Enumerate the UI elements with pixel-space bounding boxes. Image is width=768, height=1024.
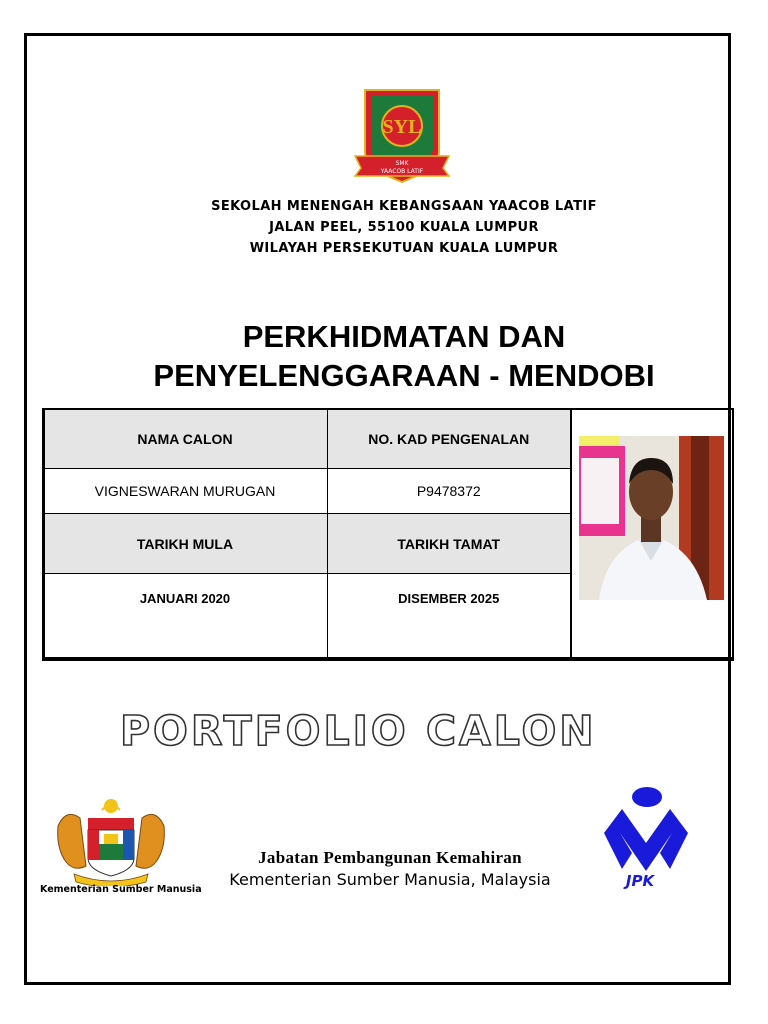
start-date-value: JANUARI 2020: [43, 574, 328, 661]
jpk-label: JPK: [625, 872, 655, 890]
ic-header: NO. KAD PENGENALAN: [328, 409, 571, 469]
ministry-label: Kementerian Sumber Manusia: [40, 884, 202, 895]
school-name: SEKOLAH MENENGAH KEBANGSAAN YAACOB LATIF: [211, 199, 597, 214]
candidate-photo: [579, 436, 724, 600]
name-header: NAMA CALON: [43, 409, 328, 469]
portfolio-heading: PORTFOLIO CALON: [120, 707, 597, 755]
course-title-line2: PENYELENGGARAAN - MENDOBI: [153, 358, 655, 393]
school-address-line2: WILAYAH PERSEKUTUAN KUALA LUMPUR: [249, 241, 559, 256]
ministry-name: Kementerian Sumber Manusia, Malaysia: [229, 870, 551, 889]
name-value: VIGNESWARAN MURUGAN: [43, 469, 328, 514]
department-name: Jabatan Pembangunan Kemahiran: [258, 848, 522, 867]
school-address-line1: JALAN PEEL, 55100 KUALA LUMPUR: [269, 220, 539, 235]
svg-text:SMK: SMK: [395, 160, 409, 167]
end-date-value: DISEMBER 2025: [328, 574, 571, 661]
svg-text:SYL: SYL: [382, 116, 422, 138]
jpk-logo: [600, 785, 690, 875]
coat-of-arms-logo: [52, 796, 170, 886]
school-crest-logo: [351, 86, 453, 188]
svg-text:YAACOB LATIF: YAACOB LATIF: [380, 168, 424, 175]
end-date-header: TARIKH TAMAT: [328, 514, 571, 574]
ic-value: P9478372: [328, 469, 571, 514]
start-date-header: TARIKH MULA: [43, 514, 328, 574]
course-title-line1: PERKHIDMATAN DAN: [242, 319, 566, 354]
